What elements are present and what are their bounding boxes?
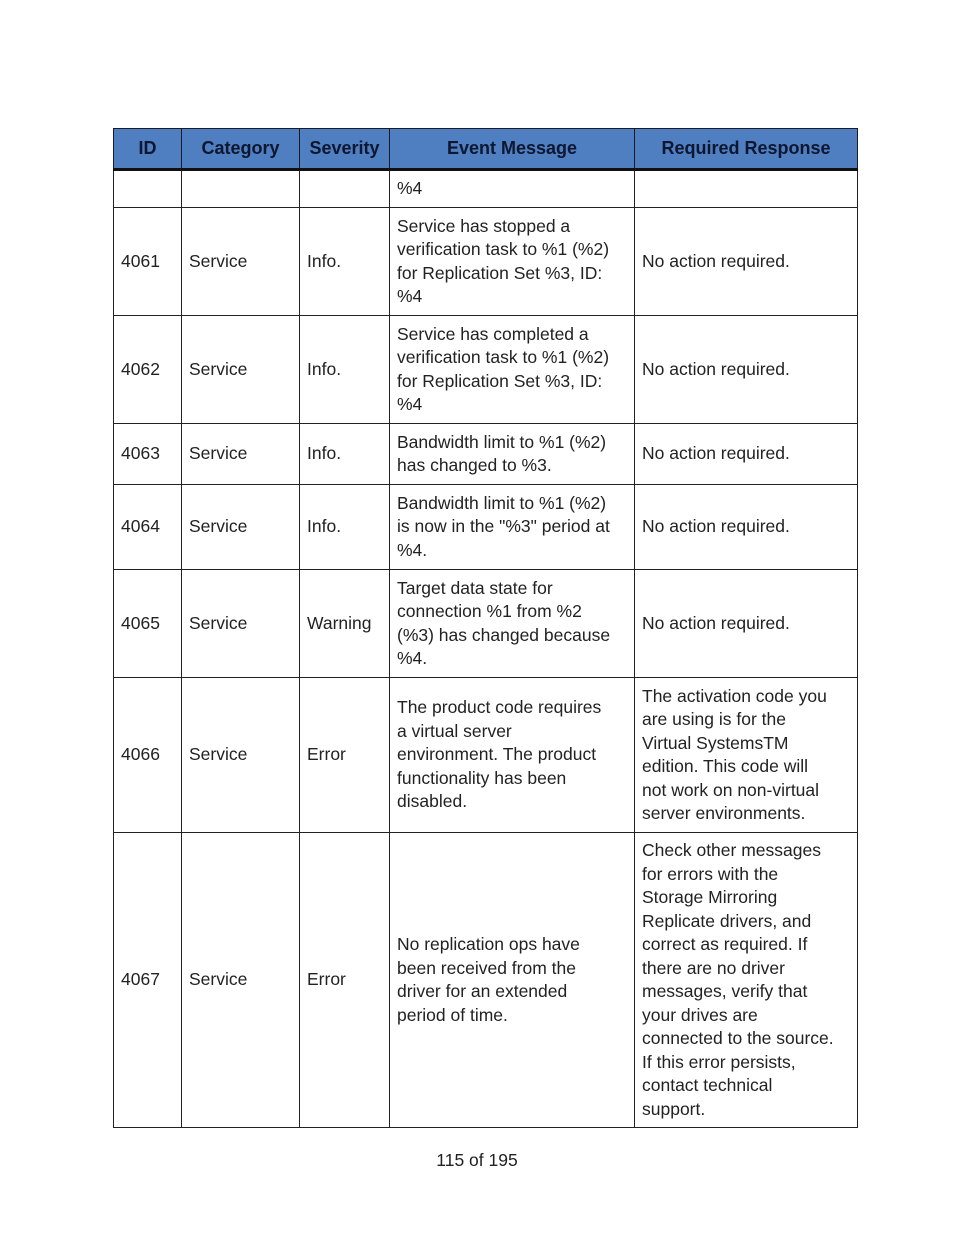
cell-event-message: Service has completed a verification task to %1 (%2) for Replication Set %3, ID: %4 bbox=[390, 316, 635, 424]
table-row bbox=[114, 208, 858, 316]
cell-required-response: No action required. bbox=[635, 424, 858, 485]
cell-required-response: No action required. bbox=[635, 485, 858, 570]
cell-category: Service bbox=[182, 485, 300, 570]
page-number: 115 of 195 bbox=[436, 1150, 518, 1170]
header-required-response: Required Response bbox=[635, 129, 858, 170]
cell-required-response: The activation code you are using is for the Virtual SystemsTM edition. This code will not work on non-virtual server environments. bbox=[635, 678, 858, 833]
table-row bbox=[114, 170, 858, 208]
cell-event-message: Service has stopped a verification task to %1 (%2) for Replication Set %3, ID: %4 bbox=[390, 208, 635, 316]
cell-required-response: No action required. bbox=[635, 316, 858, 424]
cell-category: Service bbox=[182, 833, 300, 1128]
header-category: Category bbox=[182, 129, 300, 170]
cell-id: 4065 bbox=[114, 570, 182, 678]
cell-event-message: Bandwidth limit to %1 (%2) is now in the "%3" period at %4. bbox=[390, 485, 635, 570]
cell-category: Service bbox=[182, 316, 300, 424]
header-event-message: Event Message bbox=[390, 129, 635, 170]
cell-id: 4063 bbox=[114, 424, 182, 485]
cell-severity: Error bbox=[300, 833, 390, 1128]
table-row bbox=[114, 316, 858, 424]
event-table bbox=[113, 128, 858, 1128]
cell-severity: Info. bbox=[300, 485, 390, 570]
cell-id: 4062 bbox=[114, 316, 182, 424]
cell-required-response bbox=[635, 170, 858, 208]
cell-id: 4064 bbox=[114, 485, 182, 570]
cell-id: 4061 bbox=[114, 208, 182, 316]
table-row bbox=[114, 485, 858, 570]
cell-required-response: Check other messages for errors with the Storage Mirroring Replicate drivers, and correct as required. If there are no driver messages, verify that your drives are connected to the source. If this error persists, contact technical support. bbox=[635, 833, 858, 1128]
cell-event-message: The product code requires a virtual server environment. The product functionality has been disabled. bbox=[390, 678, 635, 833]
cell-severity: Info. bbox=[300, 424, 390, 485]
cell-event-message: Bandwidth limit to %1 (%2) has changed to %3. bbox=[390, 424, 635, 485]
cell-required-response: No action required. bbox=[635, 208, 858, 316]
cell-severity: Info. bbox=[300, 208, 390, 316]
table-body bbox=[114, 170, 858, 1128]
cell-category: Service bbox=[182, 570, 300, 678]
cell-severity: Info. bbox=[300, 316, 390, 424]
cell-category: Service bbox=[182, 208, 300, 316]
table-row bbox=[114, 570, 858, 678]
cell-severity: Warning bbox=[300, 570, 390, 678]
cell-category: Service bbox=[182, 424, 300, 485]
cell-category bbox=[182, 170, 300, 208]
header-severity: Severity bbox=[300, 129, 390, 170]
cell-id bbox=[114, 170, 182, 208]
cell-id: 4066 bbox=[114, 678, 182, 833]
header-id: ID bbox=[114, 129, 182, 170]
cell-id: 4067 bbox=[114, 833, 182, 1128]
cell-severity bbox=[300, 170, 390, 208]
table-row bbox=[114, 678, 858, 833]
table-header bbox=[114, 129, 858, 170]
cell-required-response: No action required. bbox=[635, 570, 858, 678]
cell-event-message: %4 bbox=[390, 170, 635, 208]
cell-event-message: Target data state for connection %1 from %2 (%3) has changed because %4. bbox=[390, 570, 635, 678]
header-row bbox=[114, 129, 858, 170]
cell-event-message: No replication ops have been received from the driver for an extended period of time. bbox=[390, 833, 635, 1128]
table-row bbox=[114, 424, 858, 485]
table-row bbox=[114, 833, 858, 1128]
cell-severity: Error bbox=[300, 678, 390, 833]
cell-category: Service bbox=[182, 678, 300, 833]
